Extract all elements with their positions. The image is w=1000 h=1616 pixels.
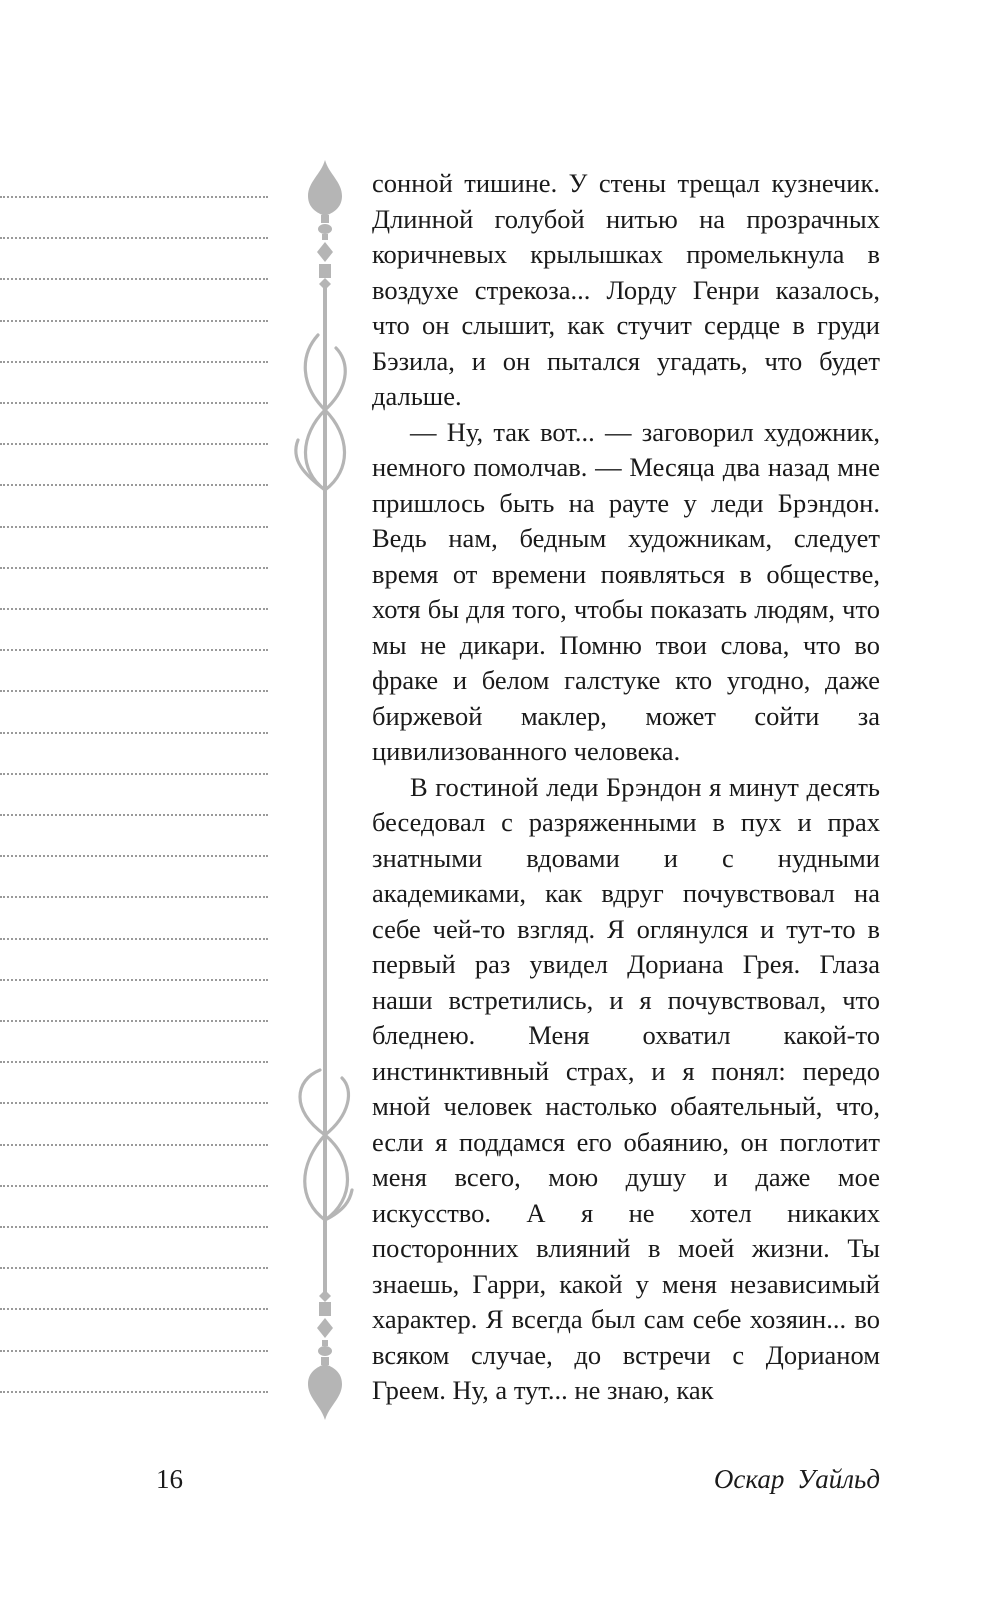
vertical-ornament bbox=[290, 160, 360, 1420]
note-line bbox=[0, 732, 268, 734]
note-line bbox=[0, 278, 268, 280]
note-line bbox=[0, 1226, 268, 1228]
note-line bbox=[0, 361, 268, 363]
note-line bbox=[0, 1350, 268, 1352]
note-line bbox=[0, 196, 268, 198]
paragraph-3: В гостиной леди Брэндон я минут десять беседовал с разряженными в пух и прах знатными вдовами и с нудными академиками, как вдруг почувствовал на себе чей-то взгляд. Я оглянулся и тут-то в первый раз увидел Дориана Грея. Глаза наши встретились, и я почувствовал, что бледнею. Меня охватил какой-то инстинктивный страх, и я понял: передо мной человек настолько обаятельный, что, если я поддамся его обаянию, он поглотит меня всего, мою душу и даже мое искусство. А я не хотел никаких посторонних влияний в моей жизни. Ты знаешь, Гарри, какой у меня независимый характер. Я всегда был сам себе хозяин... во всяком случае, до встречи с Дорианом Греем. Ну, а тут... не знаю, как bbox=[372, 771, 880, 1405]
note-line bbox=[0, 1267, 268, 1269]
note-line bbox=[0, 1144, 268, 1146]
note-line bbox=[0, 649, 268, 651]
note-line bbox=[0, 320, 268, 322]
note-line bbox=[0, 237, 268, 239]
note-line bbox=[0, 526, 268, 528]
note-line bbox=[0, 690, 268, 692]
note-line bbox=[0, 443, 268, 445]
note-line bbox=[0, 1061, 268, 1063]
note-line bbox=[0, 1102, 268, 1104]
note-line bbox=[0, 484, 268, 486]
page-number: 16 bbox=[156, 1464, 183, 1494]
note-line bbox=[0, 567, 268, 569]
paragraph-2: — Ну, так вот... — заговорил художник, немного помолчав. — Месяца два назад мне пришлось быть на рауте у леди Брэндон. Ведь нам, бедным художникам, следует время от времени появляться в обществе, хотя бы для того, чтобы показать людям, что мы не дикари. Помню твои слова, что во фраке и белом галстуке кто угодно, даже биржевой маклер, может сойти за цивилизованного человека. bbox=[372, 416, 880, 766]
note-line bbox=[0, 1308, 268, 1310]
note-line bbox=[0, 773, 268, 775]
note-line bbox=[0, 1185, 268, 1187]
note-line bbox=[0, 402, 268, 404]
paragraph-1: сонной тишине. У стены трещал кузнечик. Длинной голубой нитью на прозрачных коричневых крылышках промелькнула в воздухе стрекоза... Лорду Генри казалось, что он слышит, как стучит сердце в груди Бэзила, и он пытался угадать, что будет дальше. bbox=[372, 168, 880, 411]
note-line bbox=[0, 979, 268, 981]
note-line bbox=[0, 938, 268, 940]
note-line bbox=[0, 608, 268, 610]
note-line bbox=[0, 855, 268, 857]
note-line bbox=[0, 814, 268, 816]
body-text bbox=[372, 166, 880, 1409]
note-line bbox=[0, 1020, 268, 1022]
note-lines bbox=[0, 196, 268, 1426]
ornament-graphic bbox=[290, 160, 360, 1420]
note-line bbox=[0, 1391, 268, 1393]
note-line bbox=[0, 896, 268, 898]
running-footer-author: Оскар Уайльд bbox=[713, 1464, 880, 1494]
